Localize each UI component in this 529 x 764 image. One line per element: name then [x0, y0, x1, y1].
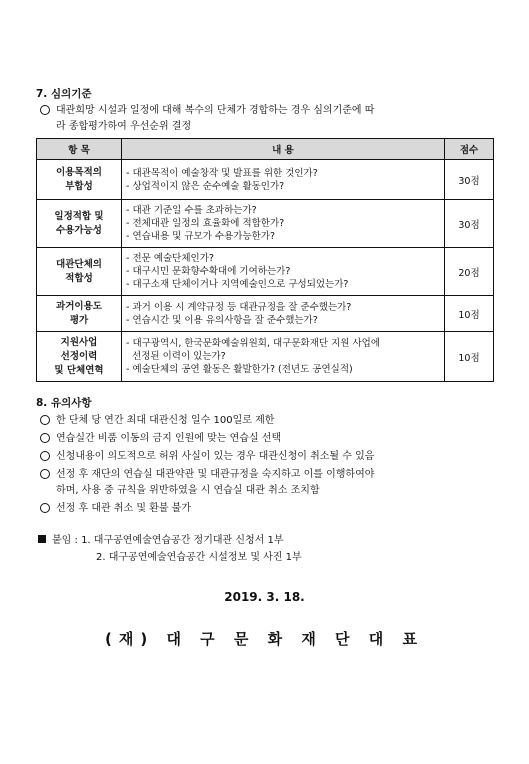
content-line: - 대구시민 문화향수확대에 기여하는가?	[126, 266, 291, 277]
table-row	[37, 332, 494, 382]
attachment-label: 붙임 :	[52, 535, 78, 546]
row-item	[37, 200, 122, 248]
row-item	[37, 248, 122, 296]
section-7-title: 7. 심의기준	[36, 88, 92, 100]
header-item: 항 목	[37, 139, 122, 160]
notice-text: 연습실간 비품 이동의 금지 인원에 맞는 연습실 선택	[56, 433, 282, 444]
circle-bullet-icon	[40, 415, 50, 425]
circle-bullet-icon	[40, 451, 50, 461]
content-line: - 대관목적이 예술창작 및 발표를 위한 것인가?	[126, 167, 318, 179]
circle-bullet-icon	[40, 469, 50, 479]
section-7-bullet	[40, 101, 374, 116]
content-line: - 과거 이용 시 계약규정 등 대관규정을 잘 준수했는가?	[126, 301, 352, 313]
square-bullet-icon	[38, 535, 46, 543]
content-line: - 대구소재 단체이거나 지역예술인으로 구성되었는가?	[126, 279, 349, 290]
row-item	[37, 160, 122, 200]
notice-item-cont: 하며, 사용 중 규칙을 위반하였을 시 연습실 대관 취소 조치함	[56, 485, 320, 496]
content-line: - 전문 예술단체인가?	[126, 253, 214, 264]
section-8-title: 8. 유의사항	[36, 397, 92, 409]
item-line: 적합성	[65, 272, 93, 284]
row-score: 10점	[445, 332, 494, 382]
circle-bullet-icon	[40, 433, 50, 443]
row-score: 20점	[445, 248, 494, 296]
content-line: - 예술단체의 공연 활동은 활발한가? (전년도 공연실적)	[126, 364, 353, 375]
item-line: 과거이용도	[56, 300, 102, 312]
bullet-text: 대관희망 시설과 일정에 대해 복수의 단체가 경합하는 경우 심의기준에 따	[56, 105, 375, 116]
content-line: - 대관 기준일 수를 초과하는가?	[126, 205, 257, 216]
table-row	[37, 296, 494, 332]
row-score: 30점	[445, 160, 494, 200]
row-content	[122, 160, 445, 200]
notice-text: 신청내용이 의도적으로 허위 사실이 있는 경우 대관신청이 취소될 수 있음	[56, 451, 375, 462]
notice-item	[40, 411, 274, 426]
notice-text: 선정 후 재단의 연습실 대관약관 및 대관규정을 숙지하고 이를 이행하여야	[56, 469, 375, 480]
content-line: - 전체대관 일정의 효율화에 적합한가?	[126, 218, 285, 229]
document-date: 2019. 3. 18.	[224, 590, 305, 604]
content-line: - 연습시간 및 이용 유의사항을 잘 준수했는가?	[126, 314, 318, 326]
row-content	[122, 248, 445, 296]
content-line: - 대구광역시, 한국문화예술위원회, 대구문화재단 지원 사업에	[126, 338, 380, 349]
notice-item	[40, 447, 374, 462]
notice-text: 한 단체 당 연간 최대 대관신청 일수 100일로 제한	[56, 415, 275, 426]
item-line: 수용가능성	[56, 224, 102, 236]
table-row	[37, 200, 494, 248]
item-line: 부합성	[65, 180, 93, 192]
table-row	[37, 248, 494, 296]
content-line: 선정된 이력이 있는가?	[126, 351, 226, 362]
circle-bullet-icon	[40, 105, 50, 115]
content-line: - 연습내용 및 규모가 수용가능한가?	[126, 231, 276, 242]
row-content	[122, 332, 445, 382]
table-header-row	[37, 139, 494, 160]
header-content: 내 용	[122, 139, 445, 160]
notice-text: 선정 후 대관 취소 및 환불 불가	[56, 503, 191, 514]
notice-item	[40, 499, 191, 514]
table-row	[37, 160, 494, 200]
item-line: 및 단체연혁	[54, 364, 104, 376]
circle-bullet-icon	[40, 503, 50, 513]
item-line: 평가	[69, 314, 89, 326]
item-line: 지원사업	[60, 336, 98, 348]
content-line: - 상업적이지 않은 순수예술 활동인가?	[126, 180, 285, 192]
row-score: 10점	[445, 296, 494, 332]
item-line: 일정적합 및	[54, 210, 104, 222]
row-content	[122, 200, 445, 248]
row-item	[37, 332, 122, 382]
attachment-line-1	[38, 531, 284, 546]
item-line: 이용목적의	[56, 166, 102, 178]
notice-item	[40, 465, 374, 480]
section-7-bullet-cont: 라 종합평가하여 우선순위 결정	[56, 121, 192, 132]
row-item	[37, 296, 122, 332]
header-score: 점수	[445, 139, 494, 160]
row-content	[122, 296, 445, 332]
notice-item	[40, 429, 281, 444]
attachment-line-2: 2. 대구공연예술연습공간 시설정보 및 사진 1부	[96, 552, 302, 563]
item-line: 대관단체의	[56, 258, 102, 270]
row-score: 30점	[445, 200, 494, 248]
signature: (재) 대 구 문 화 재 단 대 표	[105, 630, 424, 648]
criteria-table	[36, 138, 494, 382]
attachment-text: 1. 대구공연예술연습공간 정기대관 신청서 1부	[81, 535, 284, 546]
item-line: 선정이력	[60, 350, 98, 362]
